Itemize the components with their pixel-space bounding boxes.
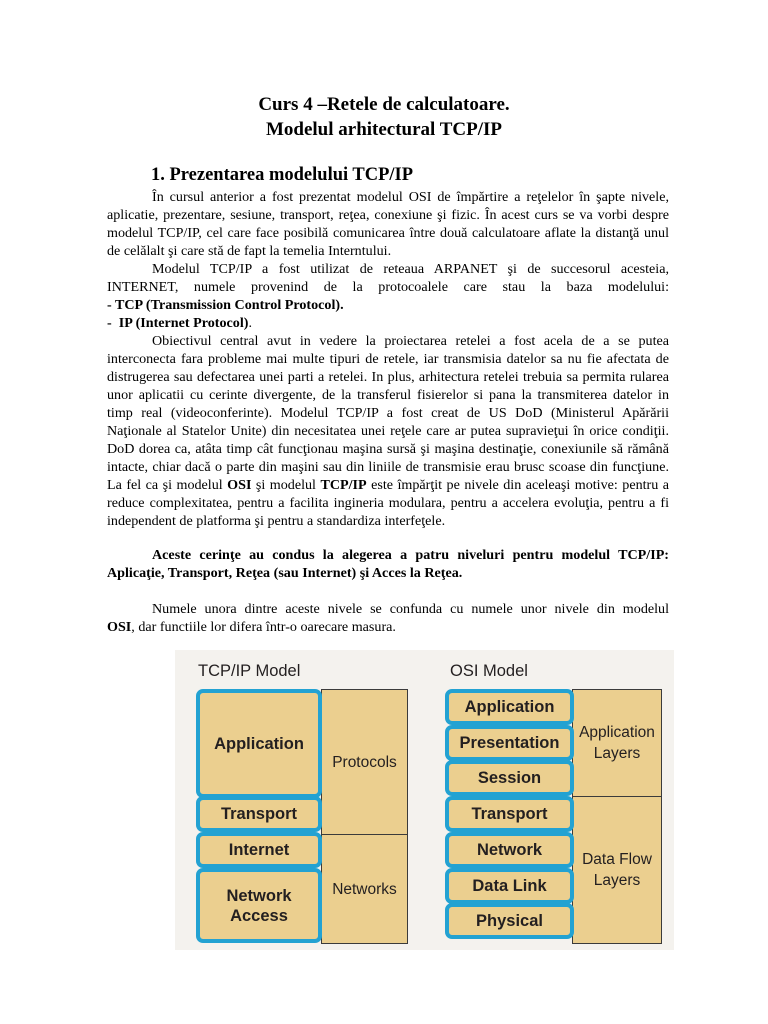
text-line: independent de platforma şi pentru a standardiza interfeţele.: [107, 513, 446, 529]
bullet-ip: [107, 314, 669, 332]
paragraph-arpanet: [107, 260, 669, 332]
osi-layer-presentation: Presentation: [445, 725, 574, 761]
bullet-tcp: [107, 296, 669, 314]
tcpip-layer-application: Application: [196, 689, 322, 798]
tcpip-group-networks: Networks: [321, 834, 408, 944]
document-subtitle: Modelul arhitectural TCP/IP: [265, 119, 503, 140]
section-heading: 1. Prezentarea modelului TCP/IP: [151, 165, 414, 185]
text-bold-osi: OSI: [227, 477, 252, 493]
osi-layer-transport: Transport: [445, 796, 574, 832]
model-comparison-diagram: [175, 650, 674, 950]
text-line: [107, 476, 669, 494]
osi-layer-application: Application: [445, 689, 574, 725]
osi-group-data-flow-layers: [572, 796, 662, 944]
text-span: şi modelul: [251, 477, 321, 493]
text-line: INTERNET, numele provenind de la protocoalele care stau la baza modelului:: [107, 279, 669, 295]
osi-model-title: OSI Model: [450, 662, 528, 680]
osi-layer-session: Session: [445, 760, 574, 796]
text-line: DoD dorea ca, atâta timp cât funcţionau maşina sursă şi maşina destinaţie, conexiunile să rămână: [107, 441, 669, 457]
bullet-tcp-text: - TCP (Transmission Control Protocol).: [107, 297, 344, 313]
text-line: reduce complexitatea, pentru a facilita ingineria modulara, pentru a accelera evoluţia, pentru a fi: [107, 495, 669, 511]
text-bold-osi: OSI: [107, 619, 132, 635]
tcpip-group-protocols: Protocols: [321, 689, 408, 835]
text-span: , dar functiile lor difera într-o oarecare masura.: [131, 619, 396, 635]
text-line: Obiectivul central avut in vedere la proiectarea retelei a fost acela de a se putea: [152, 333, 669, 349]
text-bold-tcpip: TCP/IP: [320, 477, 367, 493]
osi-layer-data-link: Data Link: [445, 868, 574, 904]
paragraph-intro: [107, 188, 669, 260]
text-span: La fel ca şi modelul: [107, 477, 228, 493]
tcpip-model-title: TCP/IP Model: [198, 662, 301, 680]
paragraph-requirements: [107, 546, 669, 582]
text-line: În cursul anterior a fost prezentat modelul OSI de împărtire a reţelelor în şapte nivele,: [152, 189, 669, 205]
text-span: este împărţit pe nivele din aceleaşi motive: pentru a: [366, 477, 669, 493]
text-line: aplicatie, prezentare, sesiune, transport, reţea, conexiune şi fizic. În acest curs se va vorbi despre: [107, 207, 669, 223]
bullet-ip-text: IP (Internet Protocol): [118, 315, 249, 331]
text-bold: Aceste cerinţe au condus la alegerea a patru niveluri pentru modelul TCP/IP:: [152, 547, 669, 563]
text-line: distrugerea sau defectarea unei parti a retelei. In plus, arhitectura retelei trebuia sa permita rularea: [107, 369, 669, 385]
text-line: [107, 618, 669, 636]
text-line: interconecta fara probleme mai multe tipuri de retele, iar transmisia datelor sa nu fie afectata de: [107, 351, 669, 367]
text-line: intacte, chiar dacă o parte din maşini sau din liniile de transmisie erau brusc scoase din funcţiune.: [107, 459, 669, 475]
text-line: de celălalt şi care stă de fapt la temelia Interntului.: [107, 243, 392, 259]
text-line: timp real (videoconferinte). Modelul TCP/IP a fost creat de US DoD (Ministerul Apărării: [107, 405, 669, 421]
text-line: modelul TCP/IP, cel care face posibilă comunicarea între două calculatoare aflate la distanţă unul: [107, 225, 669, 241]
osi-layer-physical: Physical: [445, 903, 574, 939]
tcpip-layer-transport: Transport: [196, 796, 322, 832]
osi-group-application-label: Application Layers: [579, 724, 655, 762]
text-line: [107, 546, 669, 564]
document-title: Curs 4 –Retele de calculatoare.: [258, 94, 510, 115]
text-line: Numele unora dintre aceste nivele se confunda cu numele unor nivele din modelul: [152, 601, 669, 617]
paragraph-objective: [107, 332, 669, 530]
text-line: Naţionale al Statelor Unite) din necesitatea unei reţele care ar putea supravieţui în orice condiţii.: [107, 423, 669, 439]
text-bold: Aplicaţie, Transport, Reţea (sau Internet) şi Acces la Reţea.: [107, 565, 463, 581]
tcpip-layer-network-access: Network Access: [196, 868, 322, 943]
tcpip-layer-internet: Internet: [196, 832, 322, 868]
osi-group-application-layers: [572, 689, 662, 797]
text-line: [107, 564, 669, 582]
text-line: unor aplicatii cu cerinte divergente, de la transferul fisierelor si pana la transmiterea datelor in: [107, 387, 669, 403]
paragraph-names: [107, 600, 669, 636]
osi-group-data-flow-label: Data Flow Layers: [582, 851, 652, 889]
bullet-ip-suffix: .: [248, 315, 252, 331]
bullet-ip-prefix: -: [107, 315, 119, 331]
text-line: Modelul TCP/IP a fost utilizat de reteaua ARPANET şi de succesorul acesteia,: [152, 261, 669, 277]
osi-layer-network: Network: [445, 832, 574, 868]
